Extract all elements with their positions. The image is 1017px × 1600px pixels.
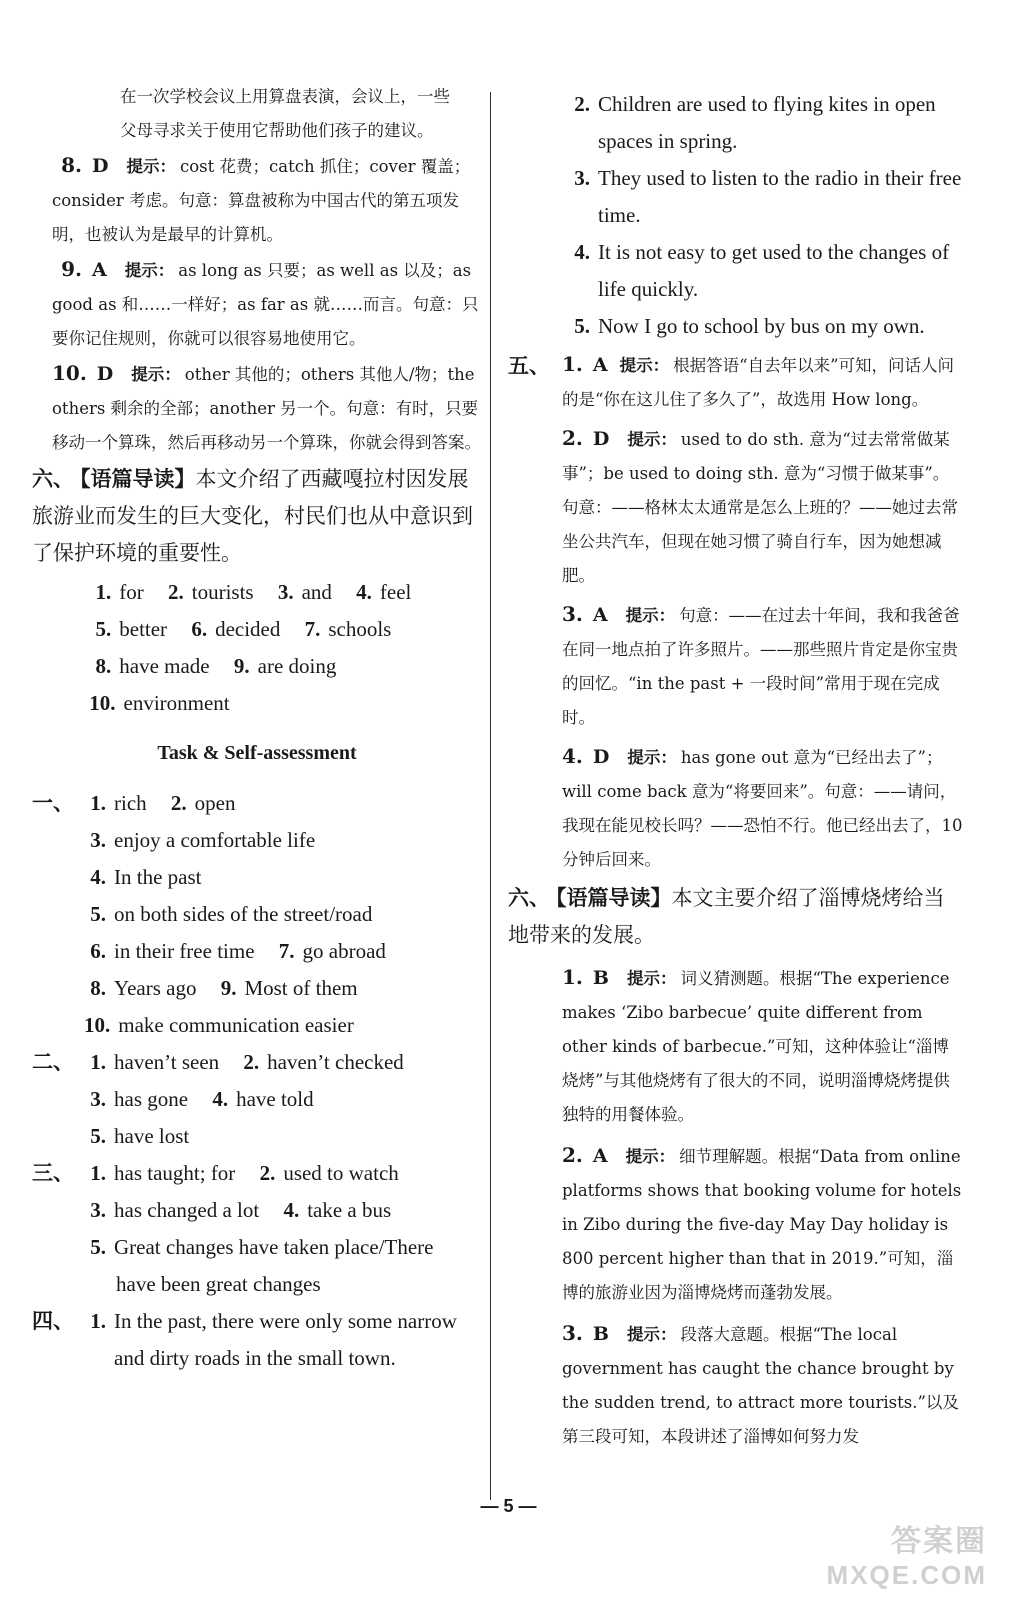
section-six-right: 六、 【语篇导读】本文主要介绍了淄博烧烤给当地带来的发展。 1. B 提示： 词义猜测题。根据“The experience makes ‘Zibo barbecue’ quite different from other kinds of barbecue.”可知，这种体验让“淄博烧烤”与其他烧烤有了很大的不同，说明淄博烧烤提供独特的用餐体验。 2. A 提示： 细节理解题。根据“Data from online platforms shows that booking volume for hotels in Zibo during the five-day May Day holiday is 800 percent higher than that in 2019.”可知，淄博的旅游业因为淄博烧烤而蓬勃发展。 3. B 提示： 段落大意题。根据“The local government has caught the chance brought by the sudden trend, to attract more tourists.”以及第三段可知，本段讲述了淄博如何努力发 bbox=[508, 885, 962, 1446]
page-number: — 5 — bbox=[480, 1496, 537, 1516]
section-four-continued: 2. Children are used to flying kites in open spaces in spring. 3. They used to listen to the radio in their free time. 4. It is not easy to get used to the changes of life quickly. 5. Now I go to school by bus on my own. bbox=[574, 92, 962, 338]
section-five: 五、 1. A 提示： 根据答语“自去年以来”可知，问话人问的是“你在这儿住了多久了”，故选用 How long。 2. D 提示： used to do sth. 意为“过去常常做某事”；be used to doing sth. 意为“习惯于做某事”。句意：——格林太太通常是怎么上班的？——她过去常坐公共汽车，但现在她习惯了骑自行车，因为她想减肥。 3. A 提示： 句意：——在过去十年间，我和我爸爸在同一地点拍了许多照片。——那些照片肯定是你宝贵的回忆。“in the past + 一段时间”常用于现在完成时。 4. D 提示： has gone out 意为“已经出去了”；will come back 意为“将要回来”。句意：——请问，我现在能见校长吗？——恐怕不行。他已经出去了，10 分钟后回来。 bbox=[508, 352, 963, 869]
left-column bbox=[32, 80, 482, 1377]
answer-row: 5. better 6. decided 7. schools bbox=[95, 617, 392, 641]
section-six-intro: 六、 【语篇导读】本文介绍了西藏嘎拉村因发展旅游业而发生的巨大变化，村民们也从中意识到了保护环境的重要性。 bbox=[32, 466, 473, 565]
task-title: Task & Self-assessment bbox=[157, 742, 357, 764]
intro-text: 在一次学校会议上用算盘表演，会议上，一些 父母寻求关于使用它帮助他们孩子的建议。 bbox=[120, 87, 450, 140]
answer-row: 10. environment bbox=[89, 691, 230, 715]
section-six-answers bbox=[32, 574, 482, 722]
section-four: 四、 1. In the past, there were only some narrow and dirty roads in the small town. bbox=[32, 1309, 457, 1370]
column-divider bbox=[490, 92, 491, 1500]
section-three: 三、 1. has taught; for 2. used to watch 3. has changed a lot 4. take a bus 5. Great changes have taken place/There have been great changes bbox=[32, 1161, 434, 1296]
section-one: 一、 1. rich 2. open 3. enjoy a comfortable life 4. In the past 5. on both sides of the street/road 6. in their free time 7. go abroad 8. Years ago 9. Most of them 10. make communication easier bbox=[32, 791, 386, 1037]
question-8: 8. D 提示： cost 花费；catch 抓住；cover 覆盖；consider 考虑。句意：算盘被称为中国古代的第五项发明，也被认为是最早的计算机。 bbox=[52, 153, 471, 244]
question-10: 10. D 提示： other 其他的；others 其他人/物；the others 剩余的全部；another 另一个。句意：有时，只要移动一个算珠，然后再移动另一个算珠，你就会得到答案。 bbox=[52, 361, 481, 452]
right-column bbox=[508, 86, 963, 1454]
section-two: 二、 1. haven’t seen 2. haven’t checked 3. has gone 4. have told 5. have lost bbox=[32, 1050, 404, 1148]
answer-row: 8. have made 9. are doing bbox=[95, 654, 337, 678]
question-9: 9. A 提示： as long as 只要；as well as 以及；as good as 和……一样好；as far as 就……而言。句意：只要你记住规则，你就可以很容易地使用它。 bbox=[52, 257, 479, 348]
watermark-logo: 答案圈 MXQE.COM bbox=[826, 1525, 987, 1590]
answer-row: 1. for 2. tourists 3. and 4. feel bbox=[95, 580, 412, 604]
